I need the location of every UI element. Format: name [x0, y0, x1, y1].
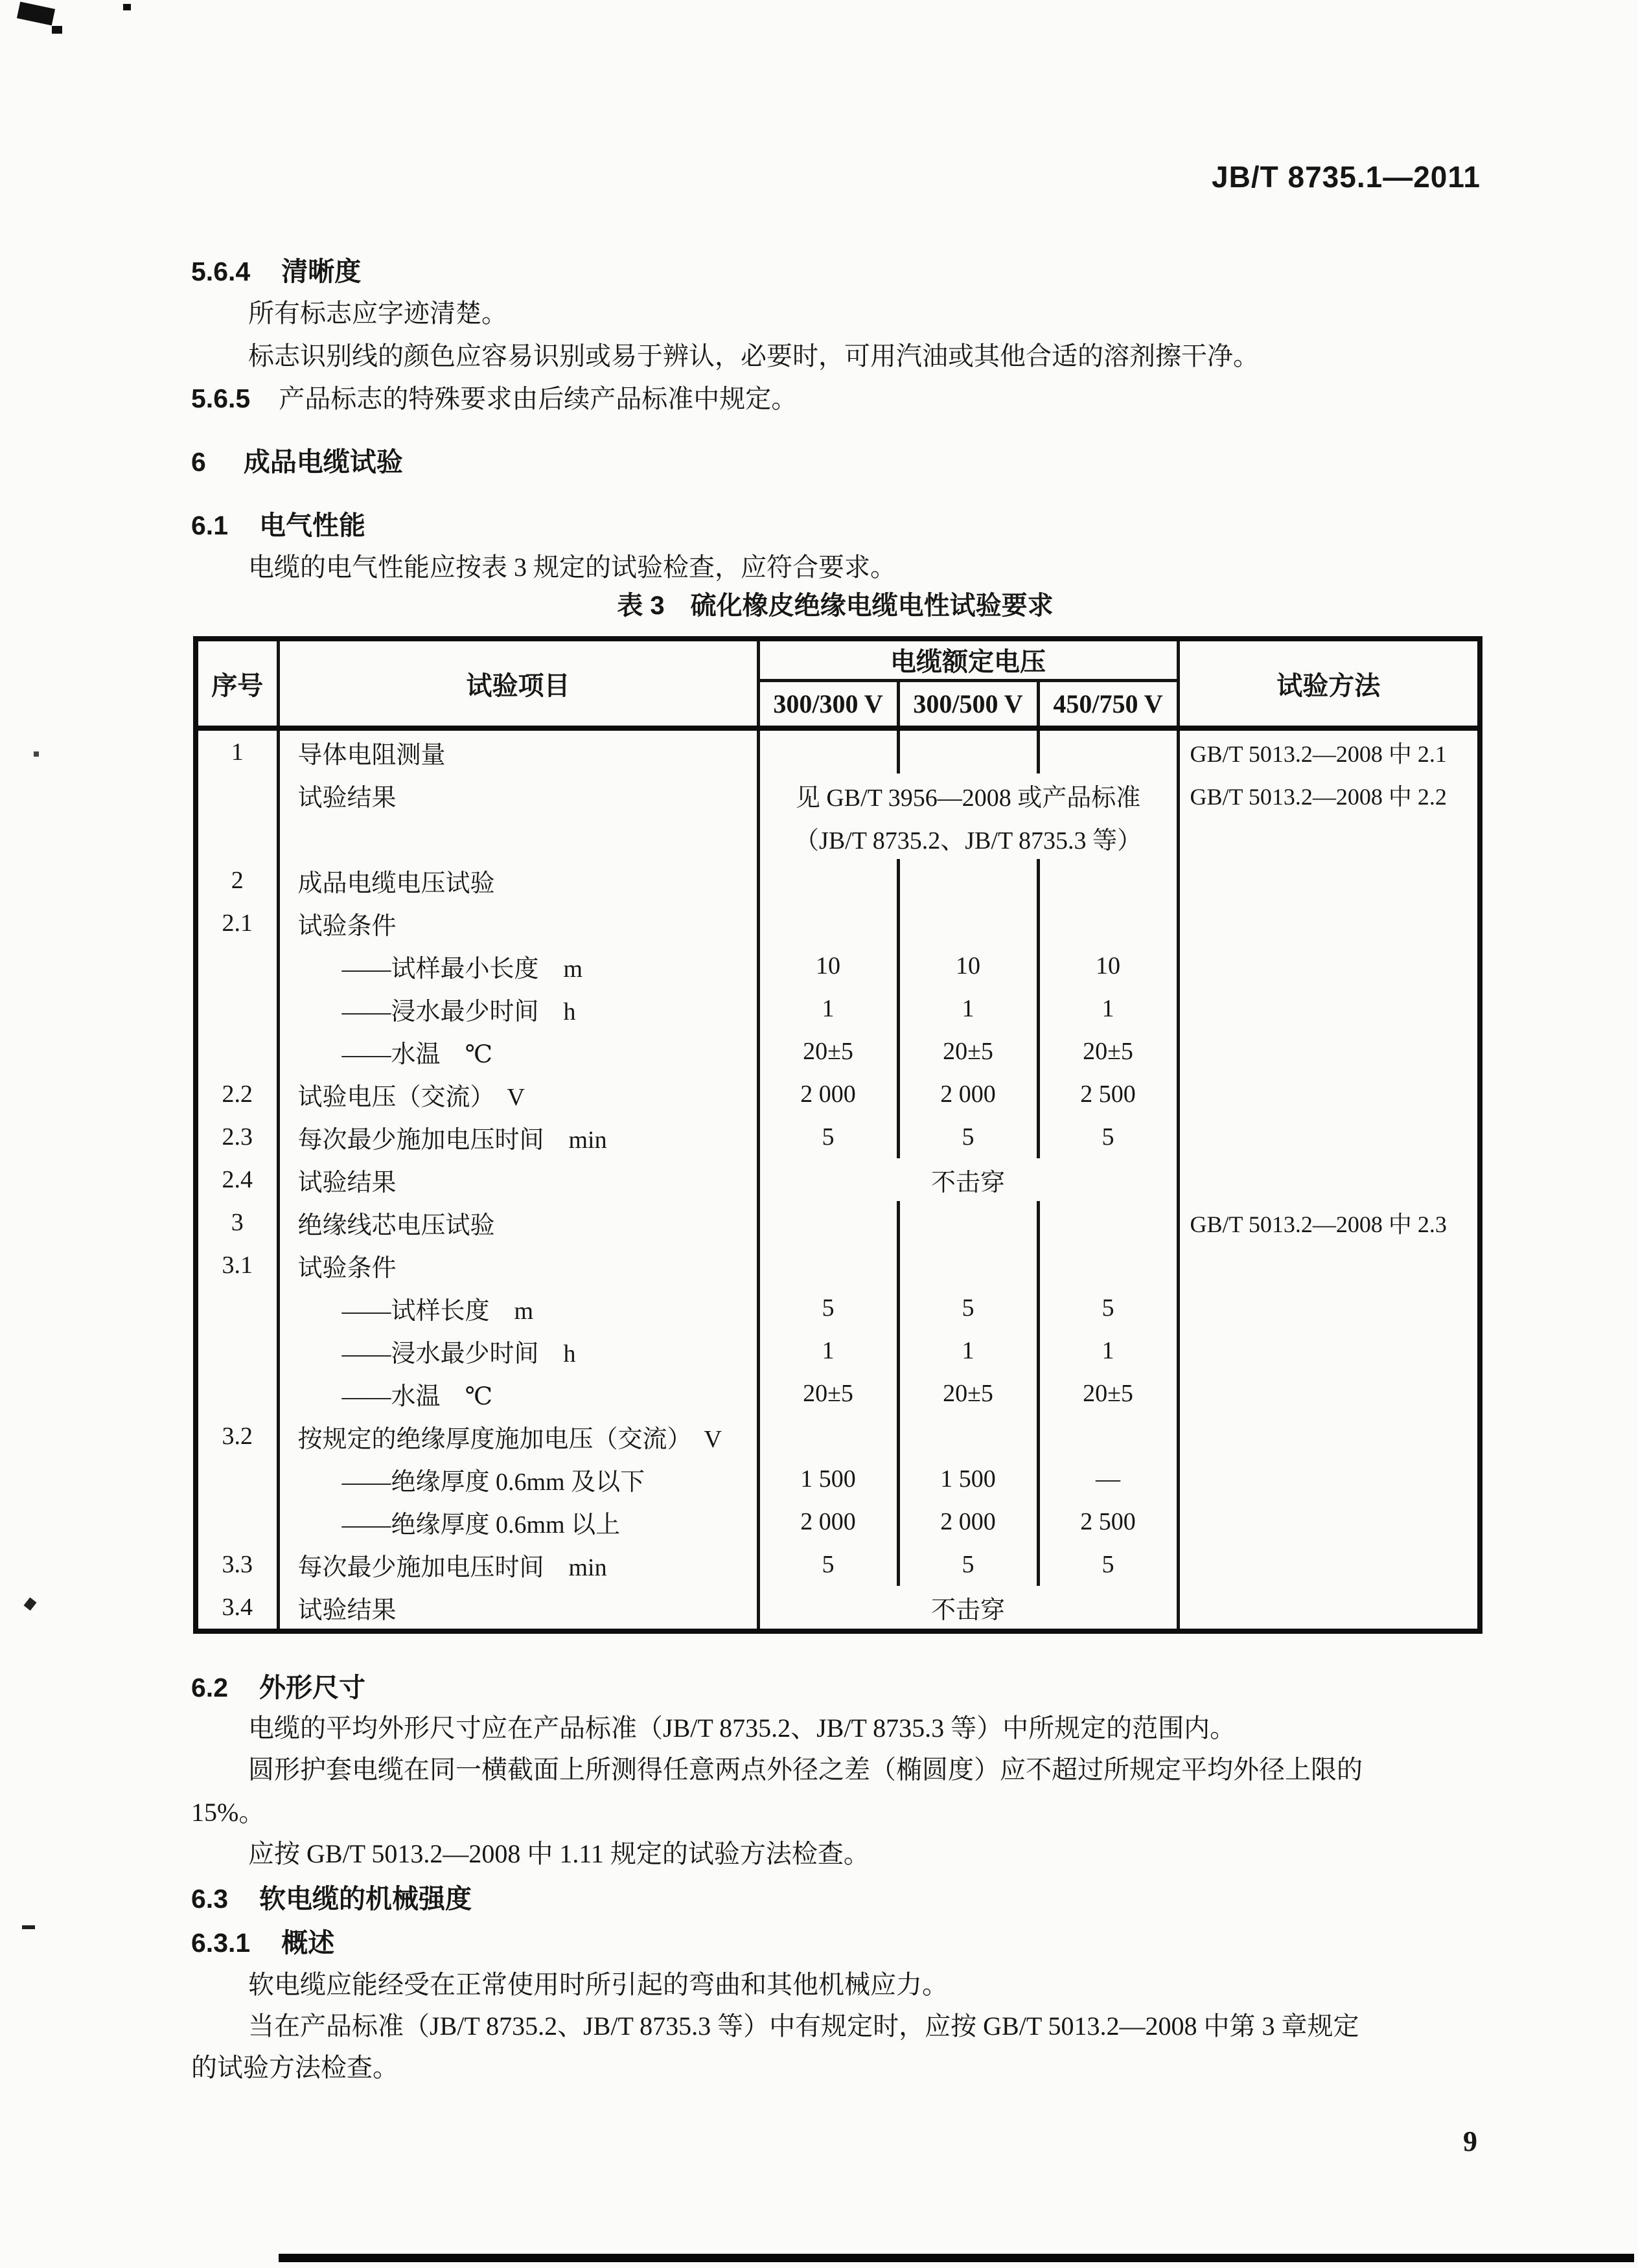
section-heading-5-6-4	[191, 250, 361, 288]
cell-item: ——试样长度 m	[278, 1287, 758, 1329]
cell-value	[898, 728, 1038, 773]
cell-value: 1 500	[758, 1458, 898, 1500]
paragraph: 圆形护套电缆在同一横截面上所测得任意两点外径之差（椭圆度）应不超过所规定平均外径上限的	[248, 1755, 1363, 1784]
cell-value	[898, 1201, 1038, 1244]
section-title: 概述	[281, 1928, 335, 1958]
cell-seq	[196, 1500, 278, 1543]
cell-item: ——试样最小长度 m	[278, 945, 758, 987]
cell-seq: 1	[231, 739, 244, 766]
header-method: 试验方法	[1178, 639, 1480, 728]
table-row	[196, 728, 1480, 773]
cell-value	[1038, 902, 1178, 945]
cell-item: 试验结果	[278, 773, 758, 816]
cell-value: 10	[1038, 945, 1178, 987]
section-heading-6-2	[191, 1666, 365, 1704]
cell-item	[278, 816, 758, 859]
cell-item: 每次最少施加电压时间 min	[278, 1543, 758, 1586]
cell-seq: 3.2	[222, 1423, 253, 1450]
cell-value: 2 000	[758, 1500, 898, 1543]
table-row	[196, 1073, 1480, 1116]
header-voltage-300-500: 300/500 V	[898, 680, 1038, 728]
cell-method	[1178, 1116, 1480, 1158]
cell-value: 20±5	[758, 1030, 898, 1073]
table-row	[196, 1372, 1480, 1415]
cell-item: ——水温 ℃	[278, 1030, 758, 1073]
paragraph: 15%。	[191, 1798, 265, 1827]
cell-seq	[196, 1372, 278, 1415]
section-title: 成品电缆试验	[243, 447, 403, 477]
scan-speck	[52, 26, 62, 34]
cell-seq	[196, 1458, 278, 1500]
cell-value: 20±5	[898, 1030, 1038, 1073]
paragraph: 电缆的平均外形尺寸应在产品标准（JB/T 8735.2、JB/T 8735.3 等）中所规定的范围内。	[248, 1713, 1236, 1743]
cell-value: 5	[898, 1116, 1038, 1158]
table-row	[196, 1244, 1480, 1287]
paragraph: 当在产品标准（JB/T 8735.2、JB/T 8735.3 等）中有规定时，应按 GB/T 5013.2—2008 中第 3 章规定	[248, 2011, 1359, 2041]
table-row	[196, 1500, 1480, 1543]
table-row	[196, 1158, 1480, 1201]
cell-value	[1038, 859, 1178, 902]
cell-value: 1	[898, 1329, 1038, 1372]
cell-item: 试验结果	[278, 1158, 758, 1201]
cell-method	[1178, 1458, 1480, 1500]
cell-value: 20±5	[1038, 1030, 1178, 1073]
cell-seq	[196, 1030, 278, 1073]
cell-value: 20±5	[898, 1372, 1038, 1415]
table-row	[196, 1586, 1480, 1631]
section-number: 6.3.1	[191, 1928, 251, 1958]
cell-method	[1178, 1543, 1480, 1586]
cell-method	[1178, 1244, 1480, 1287]
table-caption: 表 3 硫化橡皮绝缘电缆电性试验要求	[617, 591, 1054, 620]
table-row	[196, 1201, 1480, 1244]
scan-speck	[123, 4, 131, 10]
cell-method	[1178, 816, 1480, 859]
table-row	[196, 1329, 1480, 1372]
cell-value: 1	[758, 1329, 898, 1372]
cell-item: 按规定的绝缘厚度施加电压（交流） V	[278, 1415, 758, 1458]
paragraph: 的试验方法检查。	[191, 2053, 398, 2082]
cell-seq	[196, 1287, 278, 1329]
scan-speck	[23, 1598, 36, 1611]
section-title: 电气性能	[259, 510, 365, 540]
section-title: 外形尺寸	[259, 1673, 365, 1702]
cell-value: 10	[758, 945, 898, 987]
paragraph: 电缆的电气性能应按表 3 规定的试验检查，应符合要求。	[248, 553, 896, 582]
section-number: 5.6.5	[191, 384, 251, 413]
scan-speck	[22, 1925, 35, 1929]
section-heading-6-1	[191, 504, 365, 542]
cell-seq	[196, 773, 278, 816]
cell-seq: 2.4	[222, 1166, 253, 1193]
cell-value	[898, 902, 1038, 945]
cell-item: 成品电缆电压试验	[278, 859, 758, 902]
section-number: 5.6.4	[191, 257, 251, 286]
cell-method	[1178, 1500, 1480, 1543]
cell-value: 10	[898, 945, 1038, 987]
table-row	[196, 1543, 1480, 1586]
cell-method	[1178, 1030, 1480, 1073]
cell-value	[1038, 1244, 1178, 1287]
header-voltage-450-750: 450/750 V	[1038, 680, 1178, 728]
table-header-row	[196, 639, 1480, 680]
cell-span-value: （JB/T 8735.2、JB/T 8735.3 等）	[758, 816, 1178, 859]
cell-item: ——绝缘厚度 0.6mm 以上	[278, 1500, 758, 1543]
cell-seq: 3.1	[222, 1252, 253, 1279]
cell-seq: 3.4	[222, 1594, 253, 1621]
cell-item: ——浸水最少时间 h	[278, 1329, 758, 1372]
cell-value	[1038, 1201, 1178, 1244]
cell-value: 2 000	[758, 1073, 898, 1116]
cell-item: 试验条件	[278, 1244, 758, 1287]
cell-value	[898, 859, 1038, 902]
cell-value: 5	[1038, 1116, 1178, 1158]
header-voltage-group: 电缆额定电压	[758, 639, 1178, 680]
cell-method	[1178, 902, 1480, 945]
cell-item: 导体电阻测量	[278, 728, 758, 773]
cell-value: 2 000	[898, 1500, 1038, 1543]
cell-item: 试验条件	[278, 902, 758, 945]
cell-value: 1	[758, 987, 898, 1030]
cell-value	[758, 1415, 898, 1458]
cell-value: 5	[758, 1543, 898, 1586]
cell-span-value: 不击穿	[758, 1158, 1178, 1201]
section-5-6-5	[191, 378, 797, 415]
section-text: 产品标志的特殊要求由后续产品标准中规定。	[279, 384, 798, 413]
cell-seq: 2.3	[222, 1123, 253, 1151]
cell-method	[1178, 1372, 1480, 1415]
section-heading-6	[191, 441, 403, 479]
section-heading-6-3-1	[191, 1921, 334, 1960]
cell-span-value: 见 GB/T 3956—2008 或产品标准	[758, 773, 1178, 816]
section-number: 6.3	[191, 1884, 228, 1914]
cell-value: 5	[758, 1287, 898, 1329]
cell-method: GB/T 5013.2—2008 中 2.3	[1178, 1201, 1480, 1244]
cell-value: 1	[898, 987, 1038, 1030]
cell-seq	[196, 945, 278, 987]
cell-value	[758, 728, 898, 773]
cell-value	[758, 902, 898, 945]
cell-seq: 2	[231, 867, 244, 894]
cell-item: 试验电压（交流） V	[278, 1073, 758, 1116]
cell-value: 2 000	[898, 1073, 1038, 1116]
table-row	[196, 773, 1480, 816]
cell-seq: 3	[231, 1209, 244, 1236]
cell-seq	[196, 987, 278, 1030]
scan-speck	[34, 751, 39, 757]
cell-method	[1178, 1415, 1480, 1458]
table-row	[196, 859, 1480, 902]
section-number: 6.2	[191, 1673, 228, 1702]
cell-method: GB/T 5013.2—2008 中 2.1	[1178, 728, 1480, 773]
cell-method	[1178, 945, 1480, 987]
cell-value	[1038, 728, 1178, 773]
scan-speck	[17, 2, 55, 26]
cell-value: 1 500	[898, 1458, 1038, 1500]
cell-method	[1178, 987, 1480, 1030]
cell-method	[1178, 1329, 1480, 1372]
cell-value: 20±5	[1038, 1372, 1178, 1415]
paragraph: 标志识别线的颜色应容易识别或易于辨认，必要时，可用汽油或其他合适的溶剂擦干净。	[248, 341, 1259, 371]
cell-seq	[196, 816, 278, 859]
cell-seq: 2.2	[222, 1081, 253, 1108]
cell-value: —	[1038, 1458, 1178, 1500]
cell-value: 5	[898, 1543, 1038, 1586]
table-3	[193, 636, 1482, 1634]
cell-value: 1	[1038, 987, 1178, 1030]
section-number: 6.1	[191, 510, 228, 540]
section-title: 清晰度	[281, 257, 362, 286]
cell-item: 试验结果	[278, 1586, 758, 1631]
cell-item: ——水温 ℃	[278, 1372, 758, 1415]
page-number: 9	[1463, 2125, 1477, 2157]
paragraph: 所有标志应字迹清楚。	[248, 299, 507, 328]
cell-seq: 2.1	[222, 910, 253, 937]
table-row	[196, 1116, 1480, 1158]
table-row	[196, 987, 1480, 1030]
table-row	[196, 1458, 1480, 1500]
section-heading-6-3	[191, 1877, 472, 1916]
table-row	[196, 902, 1480, 945]
cell-value: 5	[1038, 1543, 1178, 1586]
cell-value: 2 500	[1038, 1500, 1178, 1543]
cell-item: 绝缘线芯电压试验	[278, 1201, 758, 1244]
cell-method	[1178, 1586, 1480, 1631]
cell-method: GB/T 5013.2—2008 中 2.2	[1178, 773, 1480, 816]
section-number: 6	[191, 447, 206, 477]
cell-value: 5	[1038, 1287, 1178, 1329]
cell-seq	[196, 1329, 278, 1372]
cell-value	[758, 1201, 898, 1244]
table-row	[196, 1030, 1480, 1073]
cell-item: ——浸水最少时间 h	[278, 987, 758, 1030]
section-title: 软电缆的机械强度	[259, 1884, 472, 1914]
cell-method	[1178, 1287, 1480, 1329]
scan-edge-bar	[279, 2254, 1634, 2262]
cell-value	[898, 1415, 1038, 1458]
table-row	[196, 1287, 1480, 1329]
cell-value: 2 500	[1038, 1073, 1178, 1116]
cell-value: 5	[758, 1116, 898, 1158]
cell-value	[898, 1244, 1038, 1287]
cell-value: 1	[1038, 1329, 1178, 1372]
header-item: 试验项目	[278, 639, 758, 728]
cell-value	[1038, 1415, 1178, 1458]
paragraph: 软电缆应能经受在正常使用时所引起的弯曲和其他机械应力。	[248, 1970, 948, 1999]
cell-span-value: 不击穿	[758, 1586, 1178, 1631]
table-row	[196, 816, 1480, 859]
cell-value	[758, 859, 898, 902]
cell-method	[1178, 1073, 1480, 1116]
paragraph: 应按 GB/T 5013.2—2008 中 1.11 规定的试验方法检查。	[248, 1839, 870, 1868]
cell-value: 5	[898, 1287, 1038, 1329]
standard-code: JB/T 8735.1—2011	[1212, 160, 1481, 194]
cell-value: 20±5	[758, 1372, 898, 1415]
header-voltage-300-300: 300/300 V	[758, 680, 898, 728]
cell-item: ——绝缘厚度 0.6mm 及以下	[278, 1458, 758, 1500]
cell-method	[1178, 859, 1480, 902]
cell-seq: 3.3	[222, 1551, 253, 1578]
table-row	[196, 1415, 1480, 1458]
cell-value	[758, 1244, 898, 1287]
table-row	[196, 945, 1480, 987]
cell-item: 每次最少施加电压时间 min	[278, 1116, 758, 1158]
cell-method	[1178, 1158, 1480, 1201]
header-seq: 序号	[196, 639, 278, 728]
